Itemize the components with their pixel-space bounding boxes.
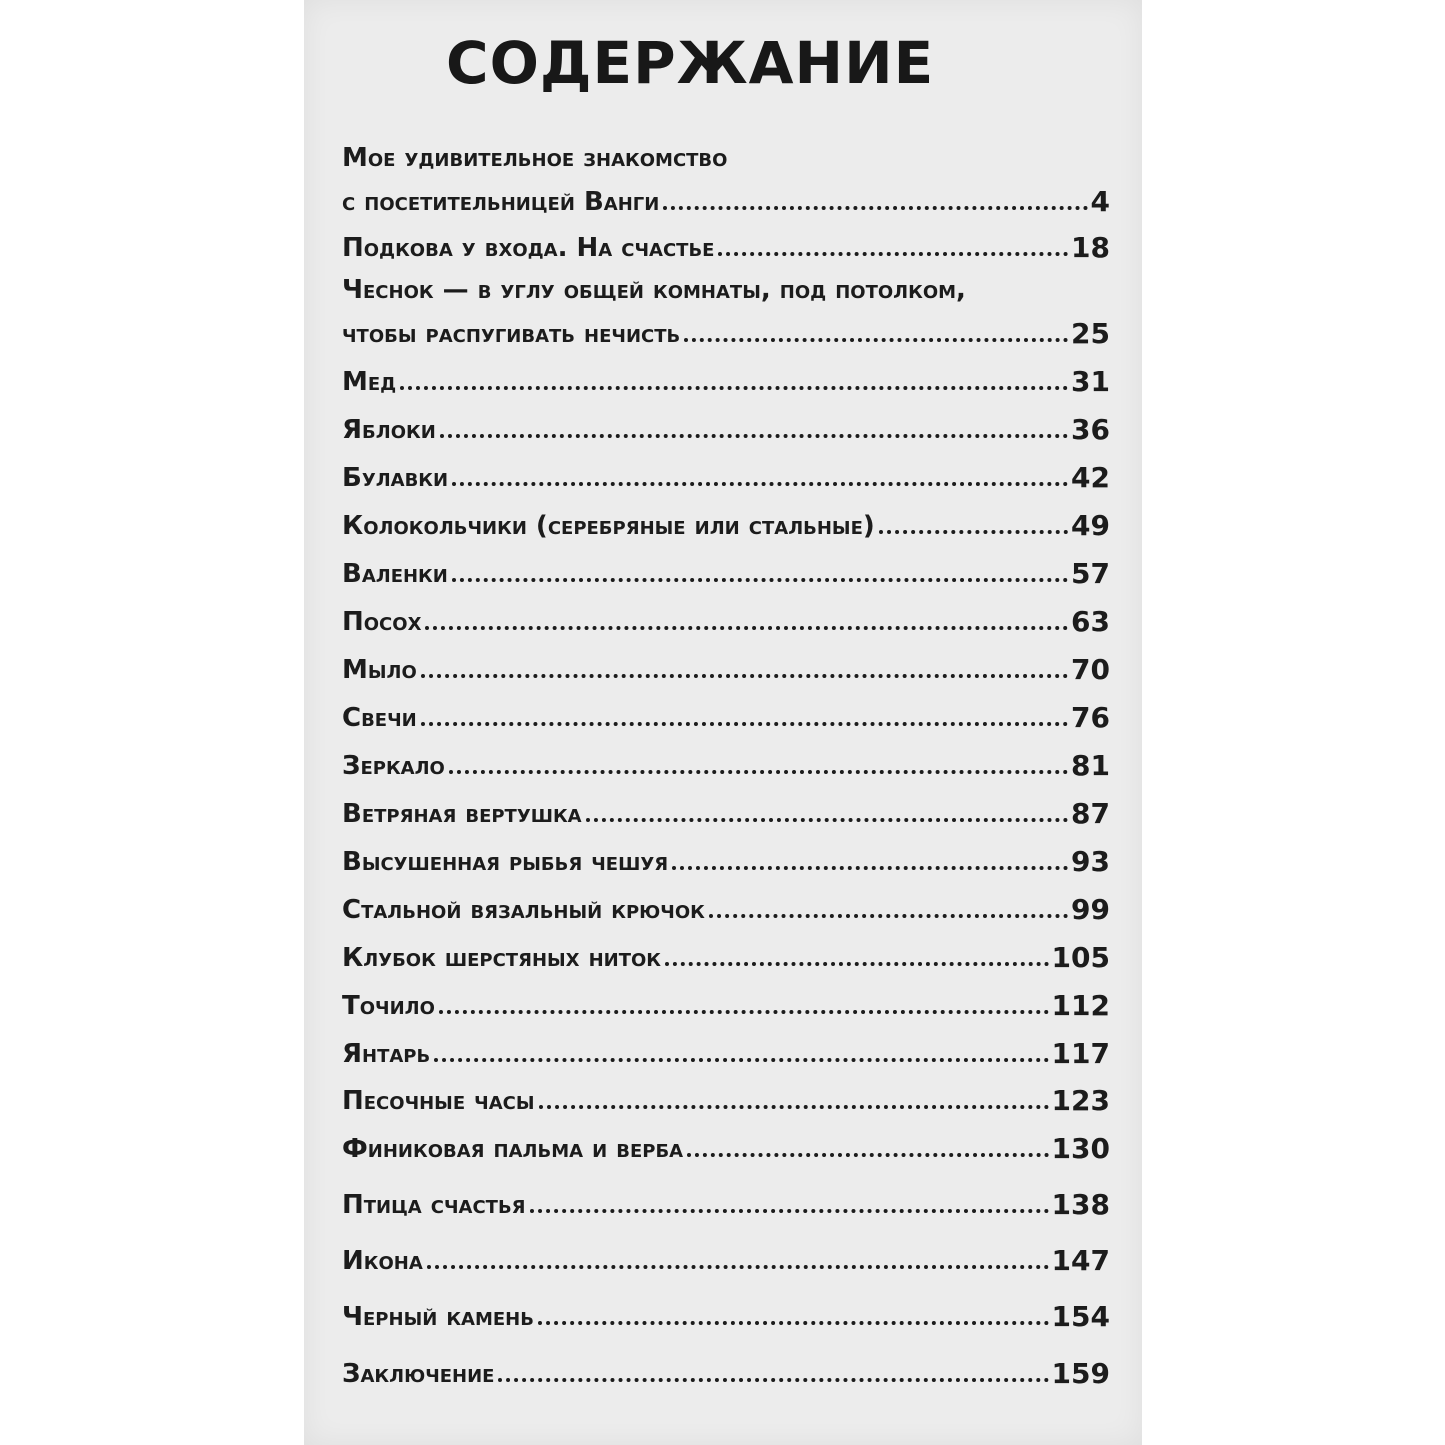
- toc-entry-page-number: 81: [1071, 749, 1110, 782]
- toc-entry: [342, 652, 1110, 688]
- toc-entry-page-number: 99: [1071, 893, 1110, 926]
- toc-entry-first-line: Чеснок — в углу общей комнаты, под потолком,: [342, 275, 966, 305]
- toc-entry-title: Яблоки: [342, 415, 436, 445]
- dot-leader: [538, 1321, 1049, 1325]
- toc-entry-page-number: 147: [1051, 1244, 1110, 1277]
- dot-leader: [425, 626, 1068, 630]
- toc-entry-title: Колокольчики (серебряные или стальные): [342, 511, 875, 541]
- toc-entry-title: Заключение: [342, 1359, 495, 1389]
- toc-entry-page-number: 93: [1071, 845, 1110, 878]
- dot-leader: [421, 722, 1068, 726]
- dot-leader: [440, 434, 1068, 438]
- dot-leader: [452, 578, 1068, 582]
- toc-entry: [342, 275, 1110, 352]
- dot-leader: [586, 818, 1068, 822]
- toc-entry-title: Песочные часы: [342, 1086, 535, 1116]
- toc-entry-title: Мыло: [342, 655, 417, 685]
- dot-leader: [665, 962, 1049, 966]
- toc-entry-page-number: 138: [1051, 1188, 1110, 1221]
- toc-entry-title: Мед: [342, 367, 397, 397]
- dot-leader: [709, 914, 1068, 918]
- dot-leader: [400, 386, 1068, 390]
- toc-entry-title: Финиковая пальма и верба: [342, 1134, 684, 1164]
- dot-leader: [421, 674, 1068, 678]
- toc-entry: [342, 1131, 1110, 1167]
- toc-entry-title: Ветряная вертушка: [342, 799, 582, 829]
- toc-entry-title: Птица счастья: [342, 1190, 526, 1220]
- dot-leader: [427, 1265, 1049, 1269]
- toc-entry-page-number: 159: [1051, 1357, 1110, 1390]
- toc-entry: [342, 412, 1110, 448]
- toc-entry-page-number: 31: [1071, 365, 1110, 398]
- dot-leader: [672, 866, 1068, 870]
- toc-entry: [342, 604, 1110, 640]
- toc-entry-title: с посетительницей Ванги: [342, 187, 660, 217]
- toc-entry-page-number: 112: [1051, 989, 1110, 1022]
- toc-entry-page-number: 70: [1071, 653, 1110, 686]
- toc-entry: [342, 748, 1110, 784]
- toc-entry: [342, 892, 1110, 928]
- toc-entry-page-number: 130: [1051, 1132, 1110, 1165]
- dot-leader: [449, 770, 1068, 774]
- toc-entry-title: Высушенная рыбья чешуя: [342, 847, 669, 877]
- toc-entry: [342, 143, 1110, 220]
- toc-entry: [342, 1036, 1110, 1072]
- toc-entry-title: Точило: [342, 991, 435, 1021]
- toc-entry-page-number: 42: [1071, 461, 1110, 494]
- toc-entry-first-line: Мое удивительное знакомство: [342, 143, 728, 173]
- toc-entry-page-number: 117: [1051, 1037, 1110, 1070]
- dot-leader: [663, 206, 1087, 210]
- dot-leader: [539, 1105, 1049, 1109]
- toc-entry-page-number: 36: [1071, 413, 1110, 446]
- toc-entry: [342, 796, 1110, 832]
- toc-entry-title: чтобы распугивать нечисть: [342, 319, 681, 349]
- dot-leader: [687, 1153, 1048, 1157]
- toc-entry: [342, 1187, 1110, 1223]
- dot-leader: [498, 1378, 1048, 1382]
- toc-entry-title: Посох: [342, 607, 422, 637]
- dot-leader: [452, 482, 1068, 486]
- book-page: [304, 0, 1142, 1445]
- toc-entry-title: Янтарь: [342, 1039, 431, 1069]
- toc-entry-page-number: 49: [1071, 509, 1110, 542]
- toc-entry-page-number: 76: [1071, 701, 1110, 734]
- toc-entry: [342, 988, 1110, 1024]
- toc-entry: [342, 230, 1110, 266]
- toc-entry: [342, 940, 1110, 976]
- toc-entry-title: Клубок шерстяных ниток: [342, 943, 662, 973]
- toc-entry-title: Стальной вязальный крючок: [342, 895, 705, 925]
- toc-entry: [342, 364, 1110, 400]
- toc-entry-page-number: 57: [1071, 557, 1110, 590]
- toc-entry: [342, 844, 1110, 880]
- toc-entry-title: Зеркало: [342, 751, 445, 781]
- toc-entry-page-number: 25: [1071, 317, 1110, 350]
- toc-entry-page-number: 123: [1051, 1084, 1110, 1117]
- toc-entry-page-number: 105: [1051, 941, 1110, 974]
- dot-leader: [684, 338, 1068, 342]
- toc-entry-title: Черный камень: [342, 1302, 534, 1332]
- toc-entry: [342, 1083, 1110, 1119]
- toc-entry: [342, 508, 1110, 544]
- toc-entry-page-number: 18: [1071, 231, 1110, 264]
- page-title: СОДЕРЖАНИЕ: [446, 29, 935, 97]
- toc-entry-title: Валенки: [342, 559, 448, 589]
- toc-entry-title: Булавки: [342, 463, 449, 493]
- dot-leader: [434, 1058, 1048, 1062]
- toc-entry: [342, 1299, 1110, 1335]
- toc-entry: [342, 1243, 1110, 1279]
- toc-entry: [342, 1356, 1110, 1392]
- toc-entry: [342, 556, 1110, 592]
- toc-entry-page-number: 154: [1051, 1300, 1110, 1333]
- toc-entry-title: Свечи: [342, 703, 417, 733]
- toc-entry: [342, 460, 1110, 496]
- toc-entry-page-number: 63: [1071, 605, 1110, 638]
- dot-leader: [530, 1209, 1049, 1213]
- toc-entry-page-number: 87: [1071, 797, 1110, 830]
- toc-entry-title: Подкова у входа. На счастье: [342, 233, 715, 263]
- dot-leader: [718, 252, 1068, 256]
- toc-entry-page-number: 4: [1090, 185, 1110, 218]
- dot-leader: [439, 1010, 1049, 1014]
- toc-entry: [342, 700, 1110, 736]
- dot-leader: [879, 530, 1068, 534]
- toc-entry-title: Икона: [342, 1246, 423, 1276]
